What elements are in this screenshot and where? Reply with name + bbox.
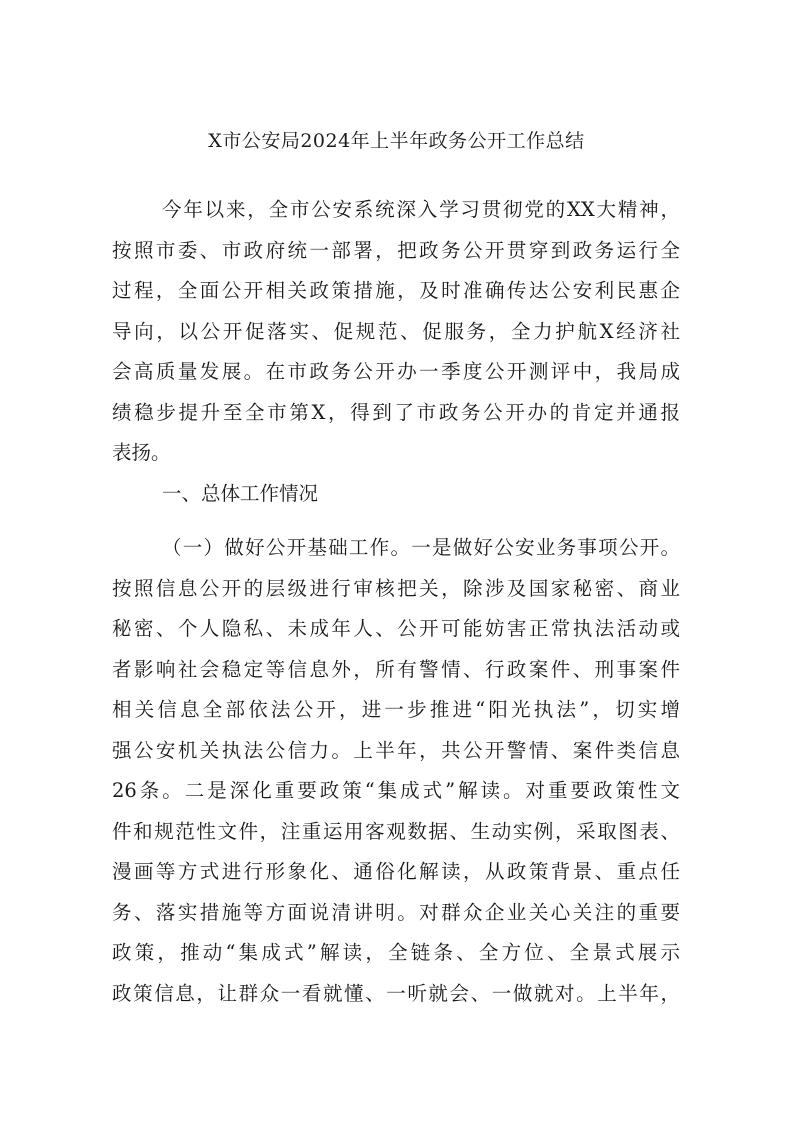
section-heading: 一、总体工作情况	[162, 482, 319, 505]
paragraph-line: 会高质量发展。在市政务公开办一季度公开测评中，我局成	[112, 360, 680, 383]
paragraph-line: 今年以来，全市公安系统深入学习贯彻党的XX大精神，	[162, 198, 680, 221]
paragraph-line: （一）做好公开基础工作。一是做好公安业务事项公开。	[162, 536, 680, 559]
paragraph-line: 者影响社会稳定等信息外，所有警情、行政案件、刑事案件	[112, 657, 680, 681]
paragraph-line: 按照市委、市政府统一部署，把政务公开贯穿到政务运行全	[112, 238, 680, 262]
paragraph-line: 政策，推动“集成式”解读，全链条、全方位、全景式展示	[112, 941, 680, 964]
section-heading-block	[112, 474, 680, 515]
section-paragraph	[112, 528, 680, 1014]
paragraph-line: 务、落实措施等方面说清讲明。对群众企业关心关注的重要	[112, 900, 680, 924]
paragraph-line: 过程，全面公开相关政策措施，及时准确传达公安利民惠企	[112, 279, 680, 302]
paragraph-line: 绩稳步提升至全市第X，得到了市政务公开办的肯定并通报	[112, 400, 680, 424]
paragraph-line: 强公安机关执法公信力。上半年，共公开警情、案件类信息	[112, 738, 680, 762]
paragraph-line: 政策信息，让群众一看就懂、一听就会、一做就对。上半年，	[112, 981, 680, 1005]
paragraph-line: 表扬。	[112, 441, 171, 464]
paragraph-line: 按照信息公开的层级进行审核把关，除涉及国家秘密、商业	[112, 576, 680, 600]
intro-paragraph	[112, 190, 680, 474]
paragraph-line: 秘密、个人隐私、未成年人、公开可能妨害正常执法活动或	[112, 617, 680, 640]
paragraph-line: 26条。二是深化重要政策“集成式”解读。对重要政策性文	[112, 779, 680, 802]
paragraph-line: 漫画等方式进行形象化、通俗化解读，从政策背景、重点任	[112, 860, 680, 883]
paragraph-line: 件和规范性文件，注重运用客观数据、生动实例，采取图表、	[112, 819, 680, 843]
document-title: X市公安局2024年上半年政务公开工作总结	[208, 130, 585, 152]
paragraph-line: 相关信息全部依法公开，进一步推进“阳光执法”，切实增	[112, 698, 680, 721]
paragraph-line: 导向，以公开促落实、促规范、促服务，全力护航X经济社	[112, 319, 680, 343]
